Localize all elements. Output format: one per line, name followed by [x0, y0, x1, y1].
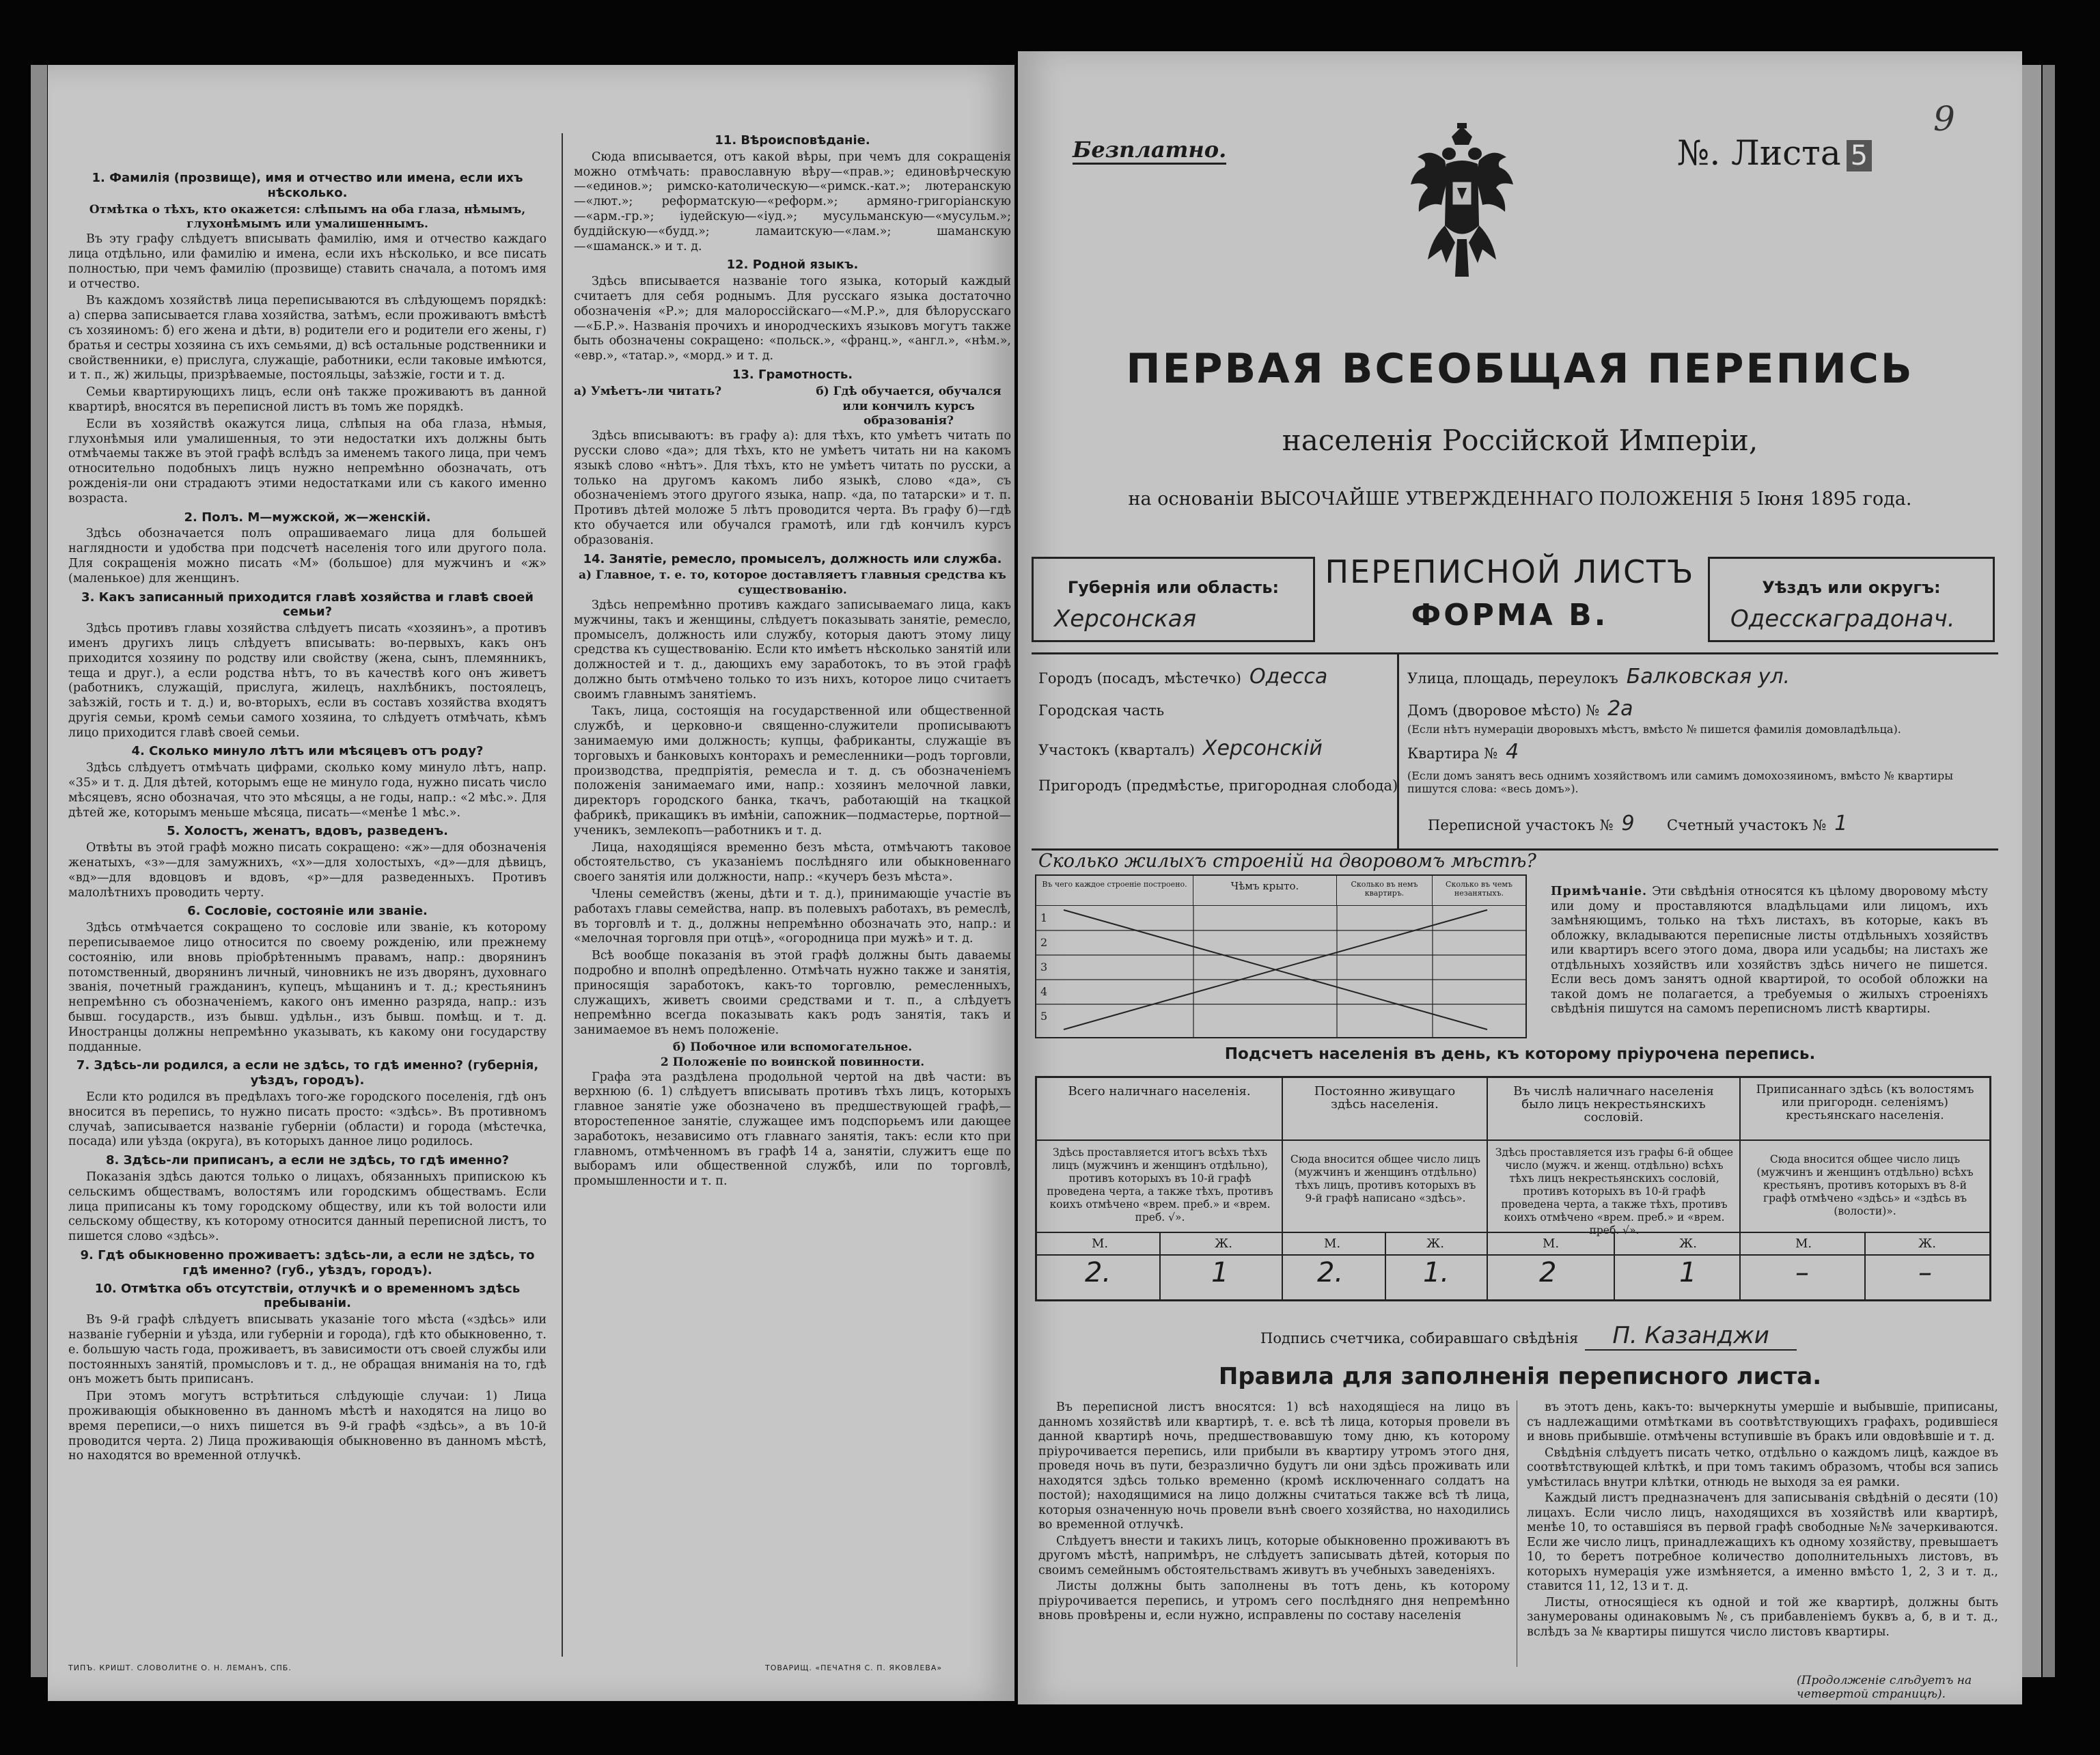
count-district-value: 1: [1834, 812, 1848, 835]
district-label: Уѣздъ или округъ:: [1762, 578, 1941, 597]
sheet-number: [1677, 133, 1872, 173]
section-12-para: Здѣсь вписывается названіе того языка, который каждый считаетъ для себя роднымъ. Для русскаго языка достаточно обозначенія «Р.»; для малороссійскаго—«М.Р.», для бѣлорусскаго—«Б.Р.». Названія прочихъ и инородческихъ языковъ могутъ также быть обозначены сокращено: «польск.», «франц.», «англ.», «нѣм.», «евр.», «татар.», «морд.» и т. д.: [574, 275, 1011, 363]
popcount-desc: Сюда вносится общее число лицъ (мужчинъ и женщинъ отдѣльно) тѣхъ лицъ, противъ которыхъ въ 9-й графѣ написано «здѣсь».: [1290, 1153, 1481, 1204]
province-box: [1032, 557, 1315, 642]
sheet-number-label: №. Листа: [1677, 133, 1841, 173]
section-5-para: Отвѣты въ этой графѣ можно писать сокращено: «ж»—для обозначенія женатыхъ, «з»—для замужнихъ, «х»—для холостыхъ, «д»—для дѣвицъ, «вд»—для вдовцовъ и вдовъ, «р»—для разведенныхъ. Противъ малолѣтнихъ проводить черту.: [68, 841, 547, 900]
popcount-desc: Здѣсь проставляется изъ графы 6-й общее число (мужч. и женщ. отдѣльно) всѣхъ тѣхъ лицъ некрестьянскихъ сословій, противъ которыхъ въ 10-й графѣ проведена черта, а также тѣхъ, противъ коихъ отмѣчено «врем. преб.» и «врем. преб. √».: [1495, 1146, 1734, 1236]
suburb-field: [1038, 777, 1398, 794]
noncrest-male-value: 2: [1539, 1257, 1557, 1288]
buildings-row-number: 2: [1040, 936, 1048, 949]
buildings-row-number: 5: [1040, 1010, 1048, 1023]
permanent-female-value: 1.: [1423, 1257, 1450, 1288]
section-14-para: Такъ, лица, состоящія на государственной или общественной службѣ, и церковно-и священно-служители прописываютъ занимаемую ими должность; купцы, фабриканты, служащіе въ торговыхъ и банковыхъ конторахъ и ремесленники—родъ торговли, производства, предпріятія, ремесла и т. д. съ обозначеніемъ положенія занимаемаго ими, напр.: хозяинъ мелочной лавки, директоръ городского банка, ткачъ, работающій на ткацкой фабрикѣ, прикащикъ въ имѣніи, сапожник—подмастерье, портной—ученикъ, землекопъ—работникъ и т. д.: [574, 704, 1011, 838]
section-12-title: 12. Родной языкъ.: [726, 258, 859, 273]
house-note: (Если нѣтъ нумераціи дворовыхъ мѣстъ, вмѣсто № пишется фамилія домовладѣльца).: [1407, 723, 1901, 736]
section-13a: а) Умѣетъ-ли читать?: [574, 384, 722, 398]
apartment-label: Квартира №: [1407, 745, 1498, 762]
section-8-para: Показанія здѣсь даются только о лицахъ, обязанныхъ припискою къ сельскимъ обществамъ, волостямъ или городскимъ обществамъ. Если лица приписаны къ тому городскому обществу, или къ той волости или сельскому обществу, къ которому относится данный переписной листъ, то пишется слово «здѣсь».: [68, 1170, 547, 1244]
precinct-value: Херсонскій: [1202, 736, 1323, 760]
census-district-value: 9: [1621, 812, 1635, 835]
rules-column-2: [1527, 1400, 1998, 1663]
section-1-para: Семьи квартирующихъ лицъ, если онѣ также проживаютъ въ данной квартирѣ, вносятся въ переписной листъ въ томъ же порядкѣ.: [68, 385, 547, 414]
rules-para: Листы должны быть заполнены въ тотъ день, къ которому пріурочивается перепись, и утромъ сего послѣдняго дня непремѣнно вновь провѣрены и, если нужно, исправлены по составу населенія: [1038, 1579, 1510, 1622]
printer-imprint-left: ТИПЪ. КРИШТ. СЛОВОЛИТНЕ О. Н. ЛЕМАНЪ, СПБ.: [68, 1663, 292, 1672]
buildings-table-crossout: [1036, 876, 1525, 1037]
buildings-row-number: 3: [1040, 961, 1048, 973]
city-value: Одесса: [1249, 665, 1328, 689]
buildings-row-number: 4: [1040, 985, 1048, 998]
female-label: Ж.: [1215, 1236, 1232, 1251]
census-district-field: [1428, 812, 1635, 835]
female-label: Ж.: [1679, 1236, 1697, 1251]
page-edge-left: [31, 65, 47, 1677]
section-3-title: 3. Какъ записанный приходится главѣ хозяйства и главѣ своей семьи?: [81, 590, 534, 620]
peasant-female-value: –: [1918, 1257, 1932, 1288]
rules-para: Каждый листъ предназначенъ для записыванія свѣдѣній о десяти (10) лицахъ. Если число лицъ, находящихся въ хозяйствѣ или квартирѣ, менѣе 10, то оставшіяся въ первой графѣ свободные №№ зачеркиваются. Если же число лицъ, принадлежащихъ къ одному хозяйству, превышаетъ 10, то беретъ потребное количество дополнительныхъ листовъ, въ которыхъ нумерація уже измѣняется, а именно вмѣсто 1, 2, 3 и т. д., ставится 11, 12, 13 и т. д.: [1527, 1491, 1998, 1593]
popcount-head: Постоянно живущаго здѣсь населенія.: [1314, 1084, 1456, 1111]
census-basis: на основаніи ВЫСОЧАЙШЕ УТВЕРЖДЕННАГО ПОЛОЖЕНІЯ 5 Іюня 1895 года.: [1128, 488, 1912, 510]
sheet-number-value: 5: [1847, 140, 1872, 171]
section-7-title: 7. Здѣсь-ли родился, а если не здѣсь, то гдѣ именно? (губернія, уѣздъ, городъ).: [76, 1058, 539, 1088]
section-7-para: Если кто родился въ предѣлахъ того-же городского поселенія, гдѣ онъ вносится въ перепись, то нужно писать просто: «здѣсь». Въ противномъ случаѣ, записывается названіе губерніи (области) и города (мѣстечка, посада) или уѣзда (округа), въ которыхъ данное лицо родилось.: [68, 1090, 547, 1149]
population-count-title: Подсчетъ населенія въ день, къ которому пріурочена перепись.: [1224, 1045, 1816, 1063]
suburb-label: Пригородъ (предмѣстье, пригородная слобода): [1038, 777, 1398, 794]
province-label: Губернія или область:: [1067, 578, 1280, 597]
continued-note: (Продолженіе слѣдуетъ на четвертой страницѣ).: [1797, 1674, 1972, 1701]
male-label: М.: [1795, 1236, 1812, 1251]
city-field: [1038, 665, 1327, 689]
free-label: Безплатно.: [1073, 137, 1226, 165]
total-male-value: 2.: [1085, 1257, 1111, 1288]
male-label: М.: [1324, 1236, 1341, 1251]
precinct-label: Участокъ (кварталъ): [1038, 742, 1195, 758]
enumerator-signature: [1260, 1322, 1797, 1349]
section-4-title: 4. Сколько минуло лѣтъ или мѣсяцевъ отъ роду?: [131, 744, 484, 759]
section-14-para: Здѣсь непремѣнно противъ каждаго записываемаго лица, какъ мужчины, такъ и женщины, слѣдуетъ показывать занятіе, ремесло, промыселъ, должность или службу, которыя даютъ этому лицу средства къ существованію. Если кто имѣетъ нѣсколько занятій или должностей и т. д., дающихъ ему заработокъ, то въ этой графѣ должно быть отмѣчено только то изъ нихъ, которое лицо считаетъ своимъ главнымъ занятіемъ.: [574, 598, 1011, 702]
district-box: [1708, 557, 1995, 642]
section-3-para: Здѣсь противъ главы хозяйства слѣдуетъ писать «хозяинъ», а противъ именъ другихъ лицъ слѣдуетъ вписывать: во-первыхъ, какъ онъ приходится хозяину по родству или свойству (жена, сынъ, племянникъ, теща и друг.), а если родства нѣтъ, то въ качествѣ кого онъ живетъ (работникъ, служащій, прислуга, жилецъ, нахлѣбникъ, постоялецъ, заѣзжій, гость и т. д.) и, во-вторыхъ, если въ составъ хозяйства входятъ другія семьи, кромѣ семьи самого хозяина, то слѣдуетъ отмѣчать, кѣмъ лицо приходится главѣ своей семьи.: [68, 622, 547, 740]
rules-column-1: [1038, 1400, 1510, 1674]
census-subtitle: населенія Россійской Имперіи,: [1282, 424, 1758, 457]
section-6-title: 6. Сословіе, состояніе или званіе.: [187, 904, 428, 919]
section-14-para: Лица, находящіяся временно безъ мѣста, отмѣчаютъ таковое обстоятельство, съ указаніемъ послѣдняго или обыкновеннаго своего занятія или должности, напр.: «кучеръ безъ мѣста».: [574, 840, 1011, 885]
column-divider: [562, 133, 563, 1657]
note-label: Примѣчаніе.: [1551, 885, 1648, 898]
female-label: Ж.: [1426, 1236, 1444, 1251]
section-14b: б) Побочное или вспомогательное.: [672, 1040, 913, 1055]
section-8-title: 8. Здѣсь-ли приписанъ, а если не здѣсь, то гдѣ именно?: [105, 1153, 510, 1168]
population-count-table: [1035, 1076, 1991, 1301]
right-page-census-form: [1018, 51, 2022, 1704]
signature-value: П. Казанджи: [1585, 1322, 1797, 1351]
left-column: [68, 167, 547, 1643]
section-14-para: Всѣ вообще показанія въ этой графѣ должны быть даваемы подробно и вполнѣ опредѣленно. Отмѣчать нужно также и занятія, приносящія заработокъ, какъ-то торговлю, ремесленныхъ, служащихъ, живетъ своими средствами и т. п., а слѣдуетъ непремѣнно всегда показывать какъ родъ занятія, такъ и занимаемое въ немъ положеніе.: [574, 949, 1011, 1038]
section-14c: 2 Положеніе по воинской повинности.: [660, 1055, 925, 1069]
count-district-label: Счетный участокъ №: [1667, 817, 1827, 833]
male-label: М.: [1543, 1236, 1560, 1251]
left-page-instructions: [48, 65, 1014, 1701]
section-1-para: Въ эту графу слѣдуетъ вписывать фамилію, имя и отчество каждаго лица отдѣльно, или фамилію и имена, если ихъ нѣсколько, и все писать полностью, при чемъ фамилію (прозвище) ставить сначала, а потомъ имя и отчество.: [68, 232, 547, 291]
section-4-para: Здѣсь слѣдуетъ отмѣчать цифрами, сколько кому минуло лѣтъ, напр. «35» и т. д. Для дѣтей, которымъ еще не минуло года, нужно писать число мѣсяцевъ, ясно обозначая, что это мѣсяцы, а не годы, напр.: «2 мѣс.». Для дѣтей же, которымъ меньше мѣсяца, писать—«менѣе 1 мѣс.».: [68, 761, 547, 820]
section-5-title: 5. Холостъ, женатъ, вдовъ, разведенъ.: [167, 824, 448, 839]
form-letter: ФОРМА В.: [1411, 598, 1609, 633]
section-13b: б) Гдѣ обучается, обучался или кончилъ курсъ образованія?: [816, 384, 1001, 428]
apartment-field: [1407, 740, 1519, 764]
buildings-question: Сколько жилыхъ строеній на дворовомъ мѣстѣ?: [1038, 851, 1536, 872]
rules-title: Правила для заполненія переписного листа.: [1218, 1363, 1822, 1390]
permanent-male-value: 2.: [1317, 1257, 1344, 1288]
census-district-label: Переписной участокъ №: [1428, 817, 1614, 833]
apartment-value: 4: [1506, 740, 1519, 764]
province-value: Херсонская: [1054, 605, 1197, 633]
rules-para: Въ переписной листъ вносятся: 1) всѣ находящіеся на лицо въ данномъ хозяйствѣ или квартирѣ, т. е. всѣ тѣ лица, которыя провели въ данной квартирѣ ночь, предшествовавшую тому дню, къ которому пріурочивается перепись, или прибыли въ квартиру утромъ этого дня, проведя ночь въ пути, безразлично будутъ ли они здѣсь проживать или находятся здѣсь только временно (кромѣ исключеннаго солдатъ на постой); находящимися на лицо должны считаться также всѣ тѣ лица, которыя означенную ночь провели вънѣ своего хозяйства, но находились во временной отлучкѣ.: [1038, 1400, 1510, 1532]
section-1-para: Въ каждомъ хозяйствѣ лица переписываются въ слѣдующемъ порядкѣ: а) сперва записывается глава хозяйства, затѣмъ, если проживаютъ вмѣстѣ съ хозяиномъ: б) его жена и дѣти, в) родители его и родители его жены, г) братья и сестры хозяина съ ихъ семьями, д) всѣ остальные родственники и свойственники, е) прислуга, служащіе, работники, если таковые имѣются, и т. п., ж) жильцы, призрѣваемые, постояльцы, заѣзжіе, гости и т. д.: [68, 294, 547, 383]
buildings-note: [1551, 885, 1988, 1017]
section-13-title: 13. Грамотность.: [732, 367, 853, 382]
address-block: [1032, 652, 1998, 851]
printer-imprint-right: ТОВАРИЩ. «ПЕЧАТНЯ С. П. ЯКОВЛЕВА»: [765, 1663, 943, 1672]
address-divider: [1397, 654, 1399, 848]
apartment-note: (Если домъ занятъ весь однимъ хозяйствомъ или самимъ домохозяиномъ, вмѣсто № квартиры пишутся слова: «весь домъ»).: [1407, 769, 1954, 795]
buildings-header: Сколько въ чемъ незанятыхъ.: [1433, 876, 1525, 906]
city-label: Городъ (посадъ, мѣстечко): [1038, 670, 1242, 687]
popcount-desc: Здѣсь проставляется итогъ всѣхъ тѣхъ лицъ (мужчинъ и женщинъ отдѣльно), противъ которыхъ въ 10-й графѣ проведена черта, а также тѣхъ, противъ коихъ отмѣчено «врем. преб.» и «врем. преб. √».: [1047, 1146, 1273, 1224]
section-14-para: Члены семействъ (жены, дѣти и т. д.), принимающіе участіе въ работахъ главы семейства, напр. въ полевыхъ работахъ, въ ремеслѣ, въ торговлѣ и т. д., должны непремѣнно обозначать это, напр.: и «мелочная торговля при отцѣ», «огородница при мужѣ» и т. д.: [574, 887, 1011, 946]
buildings-table: [1035, 874, 1527, 1038]
house-field: [1407, 697, 1633, 721]
house-value: 2а: [1607, 697, 1633, 721]
rules-para: Слѣдуетъ внести и такихъ лицъ, которые обыкновенно проживаютъ въ другомъ мѣстѣ, напримѣръ, не слѣдуетъ записывать дѣтей, которыя по своимъ семейнымъ обстоятельствамъ живутъ въ учебныхъ заведеніяхъ.: [1038, 1534, 1510, 1577]
section-14-subtitle: а) Главное, т. е. то, которое доставляетъ главныя средства къ существованію.: [579, 568, 1006, 598]
section-1-subtitle: Отмѣтка о тѣхъ, кто окажется: слѣпымъ на оба глаза, нѣмымъ, глухонѣмымъ или умалишеннымъ.: [89, 202, 526, 232]
page-edge-right-outer: [2043, 65, 2055, 1677]
rules-para: Листы, относящіеся къ одной и той же квартирѣ, должны быть занумерованы одинаковымъ №, съ прибавленіемъ буквъ а, б, в и т. д., вслѣдъ за № квартиры пишутся число листовъ квартиры.: [1527, 1595, 1998, 1639]
city-part-field: [1038, 702, 1164, 719]
male-label: М.: [1092, 1236, 1109, 1251]
buildings-header: Чѣмъ крыто.: [1193, 876, 1337, 906]
signature-label: Подпись счетчика, собиравшаго свѣдѣнія: [1260, 1330, 1579, 1346]
street-label: Улица, площадь, переулокъ: [1407, 670, 1618, 687]
female-label: Ж.: [1918, 1236, 1936, 1251]
district-value: Одесскаградонач.: [1730, 605, 1955, 633]
imperial-eagle-emblem-icon: [1404, 123, 1520, 280]
city-part-label: Городская часть: [1038, 702, 1165, 719]
section-2-para: Здѣсь обозначается полъ опрашиваемаго лица для большей наглядности и удобства при подсчетѣ населенія того или другого пола. Для сокращенія можно писать «М» (большое) для мужчинъ и «ж» (маленькое) для женщинъ.: [68, 527, 547, 585]
corner-page-number: 9: [1933, 99, 1955, 139]
total-female-value: 1: [1211, 1257, 1229, 1288]
popcount-head: Приписаннаго здѣсь (къ волостямъ или пригородн. селеніямъ) крестьянскаго населенія.: [1756, 1083, 1974, 1122]
section-14-title: 14. Занятіе, ремесло, промыселъ, должность или служба.: [583, 551, 1002, 566]
section-11-para: Сюда вписывается, отъ какой вѣры, при чемъ для сокращенія можно отмѣчать: православную вѣру—«прав.»; единовѣрческую—«единов.»; римско-католическую—«римск.-кат.»; лютеранскую—«лют.»; реформатскую—«реформ.»; армяно-григоріанскую—«арм.-гр.»; іудейскую—«іуд.»; мусульманскую—«мусульм.»; буддійскую—«будд.»; ламаитскую—«лам.»; шаманскую—«шаманск.» и т. д.: [574, 150, 1011, 253]
noncrest-female-value: 1: [1679, 1257, 1697, 1288]
section-13-subheads: [574, 385, 1011, 429]
popcount-head: Всего наличнаго населенія.: [1068, 1084, 1251, 1098]
note-text: Эти свѣдѣнія относятся къ цѣлому дворовому мѣсту или дому и проставляются владѣльцами или лицомъ, ихъ замѣняющимъ, только на тѣхъ листахъ, въ которые, какъ въ обложку, вкладываются переписные листы отдѣльныхъ хозяйствъ или квартиръ всего этого дома, двора или усадьбы; на листахъ же отдѣльныхъ хозяйствъ или хозяйствъ здѣсь ничего не пишется. Если весь домъ занятъ одной квартирой, то особой обложки на такой домъ не полагается, а требуемыя о жилыхъ строеніяхъ свѣдѣнія пишутся на самомъ переписномъ листѣ квартиры.: [1551, 885, 1988, 1016]
rules-para: Свѣдѣнія слѣдуетъ писать четко, отдѣльно о каждомъ лицѣ, каждое въ соотвѣтствующей клѣткѣ, и при томъ такимъ образомъ, чтобы вся запись умѣстилась внутри клѣтки, отнюдь не выходя за ея рамки.: [1527, 1446, 1998, 1489]
right-column: [574, 130, 1011, 1653]
section-2-title: 2. Полъ. М—мужской, ж—женскій.: [184, 510, 431, 525]
section-10-title: 10. Отмѣтка объ отсутствіи, отлучкѣ и о временномъ здѣсь пребываніи.: [94, 1281, 521, 1311]
house-label: Домъ (дворовое мѣсто) №: [1407, 702, 1600, 719]
section-1-para: Если въ хозяйствѣ окажутся лица, слѣпыя на оба глаза, нѣмыя, глухонѣмыя или умалишенныя, то эти недостатки ихъ должны быть отмѣчаемы также въ этой графѣ вслѣдъ за именемъ такого лица, при чемъ относительно подобныхъ лицъ нужно непремѣнно обозначать, отъ рожденія-ли они страдаютъ этими недостатками или съ какого именно возраста.: [68, 417, 547, 506]
section-13-para: Здѣсь вписываютъ: въ графу а): для тѣхъ, кто умѣетъ читать по русски слово «да»; для тѣхъ, кто не умѣетъ читать ни на какомъ языкѣ слово «нѣтъ». Для тѣхъ, кто не умѣетъ читать по русски, а только на другомъ какомъ либо языкѣ, слово «да», съ обозначеніемъ этого другого языка, напр. «да, по татарски» и т. п. Противъ дѣтей моложе 5 лѣтъ проводится черта. Въ графу б)—гдѣ кто обучается или обучался грамотѣ, или гдѣ кончилъ курсъ образованія.: [574, 429, 1011, 547]
section-10-para: При этомъ могутъ встрѣтиться слѣдующіе случаи: 1) Лица проживающія обыкновенно въ данномъ мѣстѣ и находятся на лицо во время переписи,—о нихъ пишется въ 9-й графѣ «здѣсь», а въ 10-й проводится черта. 2) Лица проживающія обыкновенно въ данномъ мѣстѣ, но находятся во временной отлучкѣ.: [68, 1390, 547, 1463]
popcount-head: Въ числѣ наличнаго населенія было лицъ некрестьянскихъ сословій.: [1513, 1084, 1714, 1124]
popcount-desc-row: [1037, 1139, 1989, 1141]
count-district-field: [1667, 812, 1847, 835]
section-6-para: Здѣсь отмѣчается сокращено то сословіе или званіе, къ которому переписываемое лицо относится по своему рожденію, или прежнему состоянію, или вновь пріобрѣтеннымъ правамъ, напр.: дворянинъ потомственный, дворянинъ личный, чиновникъ не изъ дворянъ, духовнаго званія, почетный гражданинъ, купецъ, мѣщанинъ и т. д.; крестьянинъ непремѣнно съ обозначеніемъ, какого онъ именно разряда, напр.: изъ бывш. государств., изъ бывш. удѣльн., изъ бывш. помѣщ. и т. д. Иностранцы должны непремѣнно указывать, къ какому они государству подданные.: [68, 921, 547, 1054]
popcount-desc: Сюда вносится общее число лицъ (мужчинъ и женщинъ отдѣльно) всѣхъ крестьянъ, противъ которыхъ въ 8-й графѣ отмѣчено «здѣсь» и «здѣсь въ (волости)».: [1756, 1153, 1974, 1217]
precinct-field: [1038, 736, 1323, 760]
popcount-subdividers: [1037, 1232, 1989, 1300]
buildings-header: Въ чего каждое строеніе построено.: [1036, 876, 1193, 906]
census-title: ПЕРВАЯ ВСЕОБЩАЯ ПЕРЕПИСЬ: [1126, 345, 1914, 393]
street-field: [1407, 665, 1790, 689]
section-1-title: 1. Фамилія (прозвище), имя и отчество или имена, если ихъ нѣсколько.: [92, 171, 523, 200]
form-name: ПЕРЕПИСНОЙ ЛИСТЪ: [1325, 553, 1695, 590]
peasant-male-value: –: [1795, 1257, 1809, 1288]
section-9-para: Въ 9-й графѣ слѣдуетъ вписывать указаніе того мѣста («здѣсь» или названіе губерніи и уѣзда, или губерніи и города), гдѣ кто обыкновенно, т. е. большую часть года, проживаетъ, въ зависимости отъ своей службы или постоянныхъ занятій, промысловъ и т. д., не обращая вниманія на то, гдѣ онъ можетъ быть приписанъ.: [68, 1313, 547, 1387]
page-edge-right: [2022, 65, 2041, 1677]
street-value: Балковская ул.: [1626, 665, 1791, 689]
rules-para: въ этотъ день, какъ-то: вычеркнуты умершіе и выбывшіе, приписаны, съ надлежащими отмѣтками въ соотвѣтствующихъ графахъ, родившіеся и вновь прибывшіе. отмѣчены вступившіе въ бракъ или овдовѣвшіе и т. д.: [1527, 1400, 1998, 1443]
section-11-title: 11. Вѣроисповѣданіе.: [715, 133, 870, 148]
section-14c-para: Графа эта раздѣлена продольной чертой на двѣ части: въ верхнюю (6. 1) слѣдуетъ вписывать противъ тѣхъ лицъ, которыхъ главное занятіе уже обозначено въ предшествующей графѣ,—второстепенное занятіе, служащее имъ подспорьемъ или дающее заработокъ, независимо отъ главнаго занятія, такъ: если кто при главномъ, отмѣченномъ въ графѣ 14 а, занятіи, служитъ еще по выборамъ или общественной службѣ, или по торговлѣ, промышленности и т. п.: [574, 1070, 1011, 1189]
buildings-row-number: 1: [1040, 911, 1048, 924]
section-9-title: 9. Гдѣ обыкновенно проживаетъ: здѣсь-ли, а если не здѣсь, то гдѣ именно? (губ., уѣздъ, городъ).: [80, 1247, 535, 1277]
buildings-header: Сколько въ немъ квартиръ.: [1337, 876, 1433, 906]
